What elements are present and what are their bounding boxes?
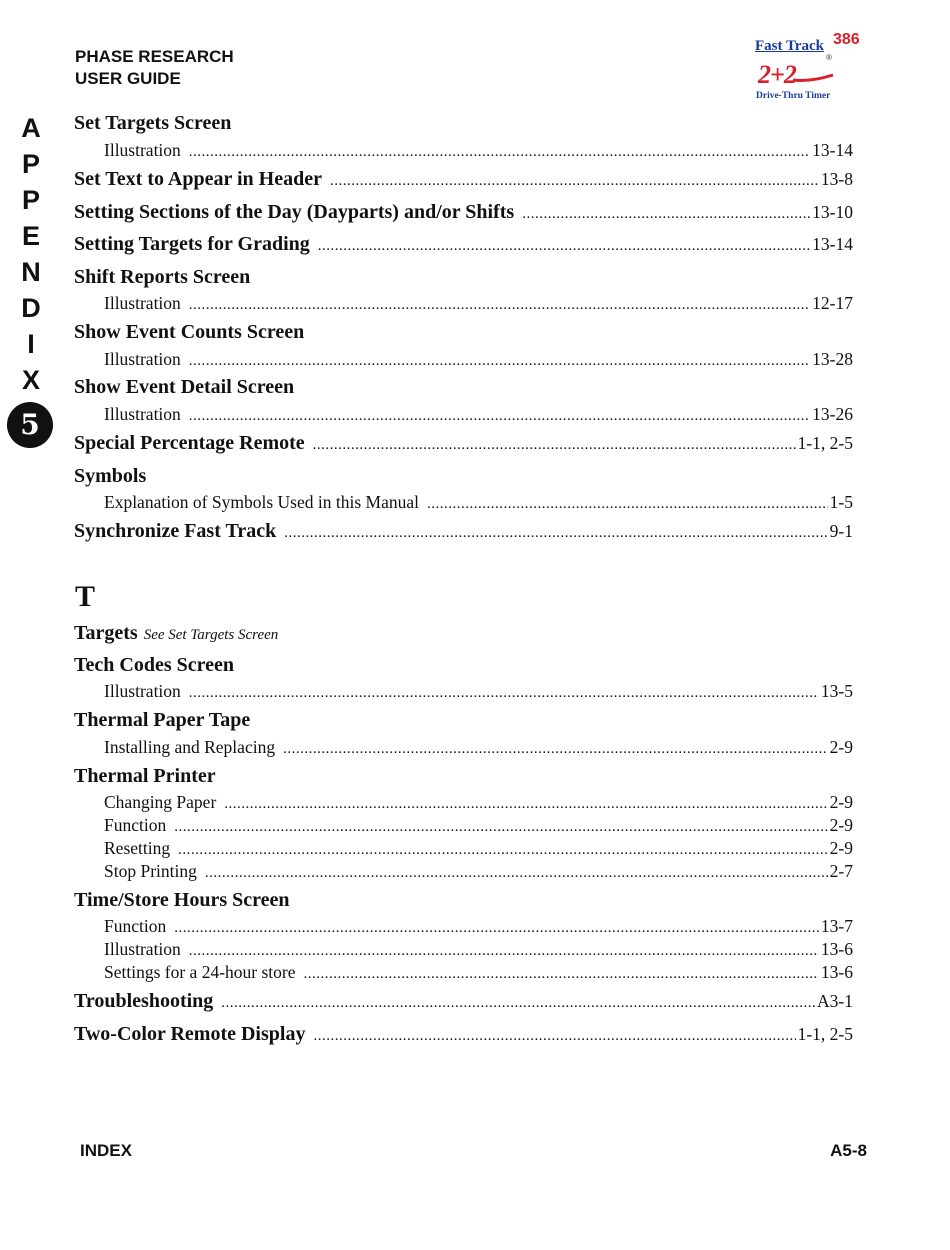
entry-page: 2-9 [829, 815, 853, 835]
entry-page: 13-7 [820, 916, 853, 936]
index-subentry [74, 349, 853, 370]
index-entry [74, 201, 853, 224]
index-subentry [74, 404, 853, 425]
entry-label: Installing and Replacing [104, 737, 276, 757]
entry-heading: Shift Reports Screen [74, 266, 251, 288]
side-letter: P [21, 149, 40, 179]
dot-leader [304, 962, 819, 983]
entry-page: 1-1, 2-5 [797, 1024, 853, 1044]
index-subentry [74, 140, 853, 161]
entry-label: Explanation of Symbols Used in this Manual [104, 492, 419, 512]
header-company: PHASE RESEARCH [75, 47, 234, 66]
entry-heading: Setting Sections of the Day (Dayparts) and/or Shifts [74, 201, 515, 223]
entry-label: Illustration [104, 404, 181, 424]
entry-label: Changing Paper [104, 792, 217, 812]
logo-model: 386 [833, 31, 860, 48]
index-entry [74, 765, 853, 788]
entry-label: Illustration [104, 349, 181, 369]
dot-leader [189, 939, 819, 960]
index-entry [74, 432, 853, 455]
dot-leader [178, 838, 828, 859]
entry-page: 13-14 [812, 140, 853, 160]
entry-label: Function [104, 815, 167, 835]
entry-page: 1-1, 2-5 [797, 433, 853, 453]
entry-heading: Set Text to Appear in Header [74, 168, 322, 190]
footer-page-number: A5-8 [830, 1141, 867, 1160]
entry-page: A3-1 [817, 991, 853, 1011]
entry-heading: Set Targets Screen [74, 112, 232, 134]
index-subentry [74, 792, 853, 813]
index-entry [74, 112, 853, 135]
index-subentry [74, 962, 853, 983]
entry-heading: Time/Store Hours Screen [74, 889, 290, 911]
index-entry [74, 654, 853, 677]
entry-label: Illustration [104, 293, 181, 313]
see-reference: See Set Targets Screen [143, 627, 279, 643]
index-subentry [74, 838, 853, 859]
logo-registered-mark: ® [826, 53, 832, 62]
entry-label: Function [104, 916, 167, 936]
dot-leader [522, 201, 810, 224]
entry-label: Illustration [104, 681, 181, 701]
entry-page: 13-10 [812, 202, 853, 222]
entry-page: 2-9 [829, 792, 853, 812]
entry-heading: Special Percentage Remote [74, 432, 305, 454]
dot-leader [283, 737, 828, 758]
side-letter: D [21, 293, 41, 323]
entry-heading: Setting Targets for Grading [74, 233, 310, 255]
entry-page: 13-6 [820, 962, 853, 982]
entry-heading: Tech Codes Screen [74, 654, 234, 676]
side-letter: A [21, 113, 41, 143]
dot-leader [205, 861, 828, 882]
index-subentry [74, 916, 853, 937]
entry-label: Illustration [104, 140, 181, 160]
logo-subtitle: Drive-Thru Timer [756, 91, 831, 101]
entry-heading: Symbols [74, 465, 147, 487]
index-subentry [74, 737, 853, 758]
entry-heading: Two-Color Remote Display [74, 1023, 306, 1045]
document-header [75, 46, 234, 90]
entry-heading: Synchronize Fast Track [74, 520, 277, 542]
appendix-number-badge: 5 [7, 402, 53, 448]
dot-leader [189, 681, 819, 702]
index-entry [74, 990, 853, 1013]
footer-section-label: INDEX [80, 1141, 132, 1160]
dot-leader [189, 349, 810, 370]
dot-leader [313, 1023, 795, 1046]
entry-heading: Thermal Paper Tape [74, 709, 251, 731]
dot-leader [189, 293, 810, 314]
entry-page: 2-7 [829, 861, 853, 881]
index-subentry [74, 681, 853, 702]
entry-page: 13-8 [820, 169, 853, 189]
dot-leader [189, 404, 810, 425]
side-letter: P [21, 185, 40, 215]
index-entry [74, 465, 853, 488]
side-letter: N [21, 257, 41, 287]
dot-leader [313, 432, 796, 455]
index-subentry [74, 293, 853, 314]
dot-leader [221, 990, 815, 1013]
entry-label: Illustration [104, 939, 181, 959]
entry-page: 1-5 [829, 492, 853, 512]
dot-leader [284, 520, 827, 543]
index-subentry [74, 939, 853, 960]
dot-leader [224, 792, 827, 813]
entry-heading: Show Event Detail Screen [74, 376, 295, 398]
side-letter: I [27, 329, 35, 359]
appendix-side-tab [16, 110, 46, 398]
entry-heading: Show Event Counts Screen [74, 321, 305, 343]
index-entry [74, 889, 853, 912]
entry-label: Settings for a 24-hour store [104, 962, 296, 982]
entry-heading: Targets [74, 622, 138, 644]
dot-leader [427, 492, 828, 513]
index-subentry [74, 815, 853, 836]
dot-leader [318, 233, 810, 256]
dot-leader [174, 916, 819, 937]
side-letter: E [21, 221, 40, 251]
entry-heading: Thermal Printer [74, 765, 216, 787]
index-entry [74, 168, 853, 191]
index-entry [74, 709, 853, 732]
index-entry [74, 233, 853, 256]
logo-title: Fast Track [755, 38, 825, 54]
entry-page: 13-26 [812, 404, 853, 424]
entry-page: 13-6 [820, 939, 853, 959]
index-entry [74, 1023, 853, 1046]
logo-swoosh-icon [791, 67, 835, 83]
index-entry [74, 520, 853, 543]
entry-page: 13-5 [820, 681, 853, 701]
dot-leader [189, 140, 810, 161]
entry-page: 12-17 [812, 293, 853, 313]
entry-page: 2-9 [829, 737, 853, 757]
index-entry [74, 622, 853, 645]
entry-label: Stop Printing [104, 861, 197, 881]
dot-leader [330, 168, 819, 191]
index-subentry [74, 861, 853, 882]
index-entry [74, 266, 853, 289]
index-subentry [74, 492, 853, 513]
entry-page: 2-9 [829, 838, 853, 858]
index-entry [74, 321, 853, 344]
entry-page: 13-28 [812, 349, 853, 369]
entry-page: 9-1 [829, 521, 853, 541]
entry-page: 13-14 [812, 234, 853, 254]
entry-label: Resetting [104, 838, 171, 858]
side-letter: X [21, 365, 40, 395]
dot-leader [174, 815, 827, 836]
fast-track-logo [753, 33, 863, 105]
section-letter: T [75, 580, 96, 613]
logo-mark: 2+2 [758, 60, 796, 89]
header-doc-title: USER GUIDE [75, 69, 181, 88]
index-entry [74, 376, 853, 399]
entry-heading: Troubleshooting [74, 990, 214, 1012]
